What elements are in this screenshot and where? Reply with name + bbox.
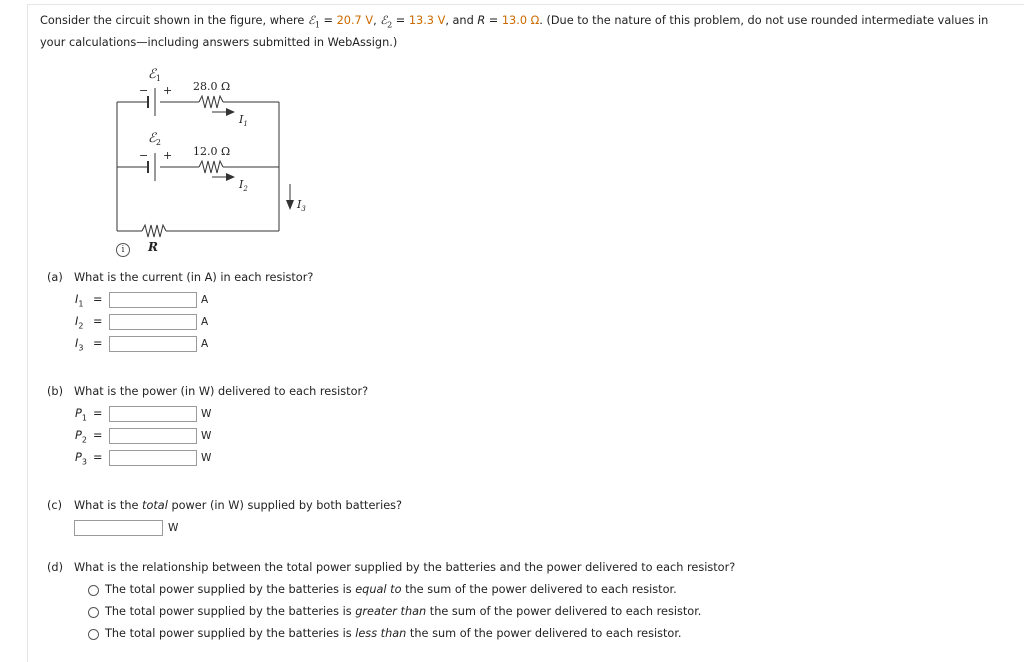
emf2-symbol: ℰ$_2$ (380, 14, 393, 30)
option-label: The total power supplied by the batteries is greater than the sum of the power delivered to each resistor. (105, 605, 702, 618)
info-icon[interactable]: i (116, 243, 130, 257)
option-label: The total power supplied by the batteries is less than the sum of the power delivered to each resistor. (105, 627, 682, 640)
current-2-unit: A (201, 316, 209, 328)
resistor-R-label: R (148, 240, 158, 254)
i1-label: $I_1$ (239, 113, 248, 128)
emf1-symbol: ℰ$_1$ (307, 14, 320, 30)
r2-label: 12.0 Ω (193, 145, 231, 158)
current-3-input[interactable] (109, 336, 197, 352)
power-2-unit: W (201, 430, 212, 442)
power-1-equals: = (93, 407, 103, 420)
current-3-label: $I_3$ (75, 337, 84, 353)
power-3-input[interactable] (109, 450, 197, 466)
emf1-minus: − (139, 84, 149, 97)
current-2-label: $I_2$ (75, 315, 84, 331)
radio-button[interactable] (88, 607, 99, 618)
current-arrow-i1 (226, 108, 235, 116)
power-2-equals: = (93, 429, 103, 442)
power-1-unit: W (201, 408, 212, 420)
current-1-equals: = (93, 293, 103, 306)
power-2-input[interactable] (109, 428, 197, 444)
problem-statement: Consider the circuit shown in the figure, where ℰ$_1$ = 20.7 V, ℰ$_2$ = 13.3 V, and R = 13.0 Ω. (Due to the nature of this problem, do not use rounded intermediate values in your calculations—including answers submitted in WebAssign.) (40, 14, 989, 50)
part-c-question: (c) What is the total power (in W) supplied by both batteries? (47, 499, 403, 512)
current-1-unit: A (201, 294, 209, 306)
power-2-label: $P_2$ (75, 429, 87, 445)
part-d-question: (d) What is the relationship between the total power supplied by the batteries and the power delivered to each resistor? (47, 561, 736, 574)
power-3-equals: = (93, 451, 103, 464)
current-1-label: $I_1$ (75, 293, 84, 309)
i2-label: $I_2$ (239, 178, 248, 193)
emf1-plus: + (163, 84, 173, 97)
power-1-input[interactable] (109, 406, 197, 422)
i3-label: $I_3$ (297, 198, 306, 213)
current-3-unit: A (201, 338, 209, 350)
intro-text: Consider the circuit shown in the figure, where (40, 14, 308, 27)
current-1-input[interactable] (109, 292, 197, 308)
power-3-label: $P_3$ (75, 451, 87, 467)
r-symbol: R (477, 14, 486, 27)
part-b-question: (b) What is the power (in W) delivered to each resistor? (47, 385, 369, 398)
radio-button[interactable] (88, 585, 99, 596)
power-3-unit: W (201, 452, 212, 464)
option-label: The total power supplied by the batteries is equal to the sum of the power delivered to each resistor. (105, 583, 677, 596)
emf1-label: ℰ$_1$ (148, 67, 161, 83)
intro-text-2: . (Due to the nature of this problem, do not use rounded intermediate values in your calculations—including answers submitted in WebAssign.) (40, 14, 989, 50)
current-2-input[interactable] (109, 314, 197, 330)
radio-button[interactable] (88, 629, 99, 640)
r1-label: 28.0 Ω (193, 80, 231, 93)
emf2-minus: − (139, 149, 149, 162)
r-value: 13.0 Ω (501, 14, 540, 27)
power-1-label: $P_1$ (75, 407, 87, 423)
current-arrow-i3 (286, 200, 294, 210)
part-a-question: (a) What is the current (in A) in each resistor? (47, 271, 314, 284)
total-power-input[interactable] (74, 520, 163, 536)
current-2-equals: = (93, 315, 103, 328)
circuit-figure (100, 60, 320, 240)
emf2-value: 13.3 V (408, 14, 446, 27)
total-power-unit: W (168, 522, 179, 534)
emf2-plus: + (163, 149, 173, 162)
current-3-equals: = (93, 337, 103, 350)
emf2-label: ℰ$_2$ (148, 131, 161, 147)
current-arrow-i2 (226, 173, 235, 181)
emf1-value: 20.7 V (336, 14, 374, 27)
